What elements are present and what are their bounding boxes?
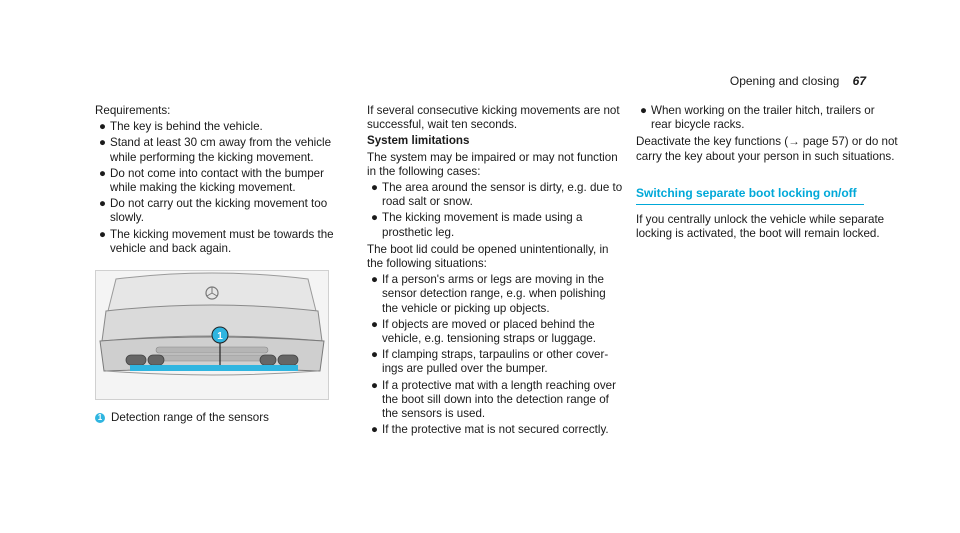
bullet-icon: ● [99,227,107,241]
column-2 [367,104,623,440]
list-item: ● If objects are moved or placed behind the vehicle, e.g. tensioning straps or luggage. [371,317,596,346]
bullet-icon: ● [99,197,107,211]
list-item: ● When working on the trailer hitch, trailers or rear bicycle racks. [640,104,875,132]
list-item: ● Do not carry out the kicking movement too slowly. [99,197,328,225]
bullet-icon: ● [99,166,107,180]
bullet-icon: ● [371,378,379,392]
list-item: ● The kicking movement is made using a prosthetic leg. [371,211,583,239]
requirements-list [95,120,345,256]
list-item: ● The key is behind the vehicle. [99,120,263,134]
limitations-list [367,181,623,240]
paragraph: If you centrally unlock the vehicle while separate locking is activated, the boot will remain locked. [636,213,885,241]
bullet-icon: ● [371,181,379,195]
paragraph: Deactivate the key functions (→ page 57) or do not carry the key about your person in such situations. [636,135,898,163]
paragraph: The system may be impaired or may not function in the following cases: [367,150,618,178]
list-item: ● Stand at least 30 cm away from the vehicle while performing the kicking movement. [99,136,332,164]
paragraph: The boot lid could be opened unintentionally, in the following situations: [367,242,609,271]
list-item: ● Do not come into contact with the bumper while making the kicking movement. [99,166,324,195]
list-item: ● If the protective mat is not secured correctly. [371,423,609,437]
column-1 [95,104,345,259]
bullet-icon: ● [371,348,379,362]
list-item: ● If a protective mat with a length reaching over the boot sill down into the detection range of the sensors is used. [371,378,616,421]
callout-icon: 1 [95,413,105,423]
bullet-icon: ● [99,120,107,134]
bullet-icon: ● [371,317,379,331]
paragraph: If several consecutive kicking movements are not successful, wait ten seconds. [367,104,620,132]
section-title: Opening and closing [729,74,840,88]
page-header [730,74,866,88]
system-limitations-heading: System limitations [367,134,470,148]
section-heading: Switching separate boot locking on/off [636,186,864,205]
situations-list [367,273,623,437]
column-3 [636,104,898,243]
caption-text: Detection range of the sensors [111,411,269,424]
bullet-icon: ● [371,211,379,225]
list-item: ● The kicking movement must be towards the vehicle and back again. [99,227,334,255]
figure-callout-number: 1 [217,331,223,342]
requirements-intro: Requirements: [95,104,171,117]
list-item: ● If a person's arms or legs are moving in the sensor detection range, e.g. when polishing the vehicle or picking up objects. [371,273,606,315]
list-item: ● If clamping straps, tarpaulins or other cover-ings are pulled over the bumper. [371,348,609,376]
bullet-icon: ● [371,273,379,287]
situations-list-continued [636,104,898,132]
bullet-icon: ● [99,136,107,150]
car-rear-drawing [96,271,328,399]
rear-bumper-illustration [95,270,329,400]
bullet-icon: ● [640,104,648,117]
bullet-icon: ● [371,423,379,437]
figure-caption [95,411,345,425]
page-number: 67 [852,74,866,88]
list-item: ● The area around the sensor is dirty, e.g. due to road salt or snow. [371,181,623,209]
